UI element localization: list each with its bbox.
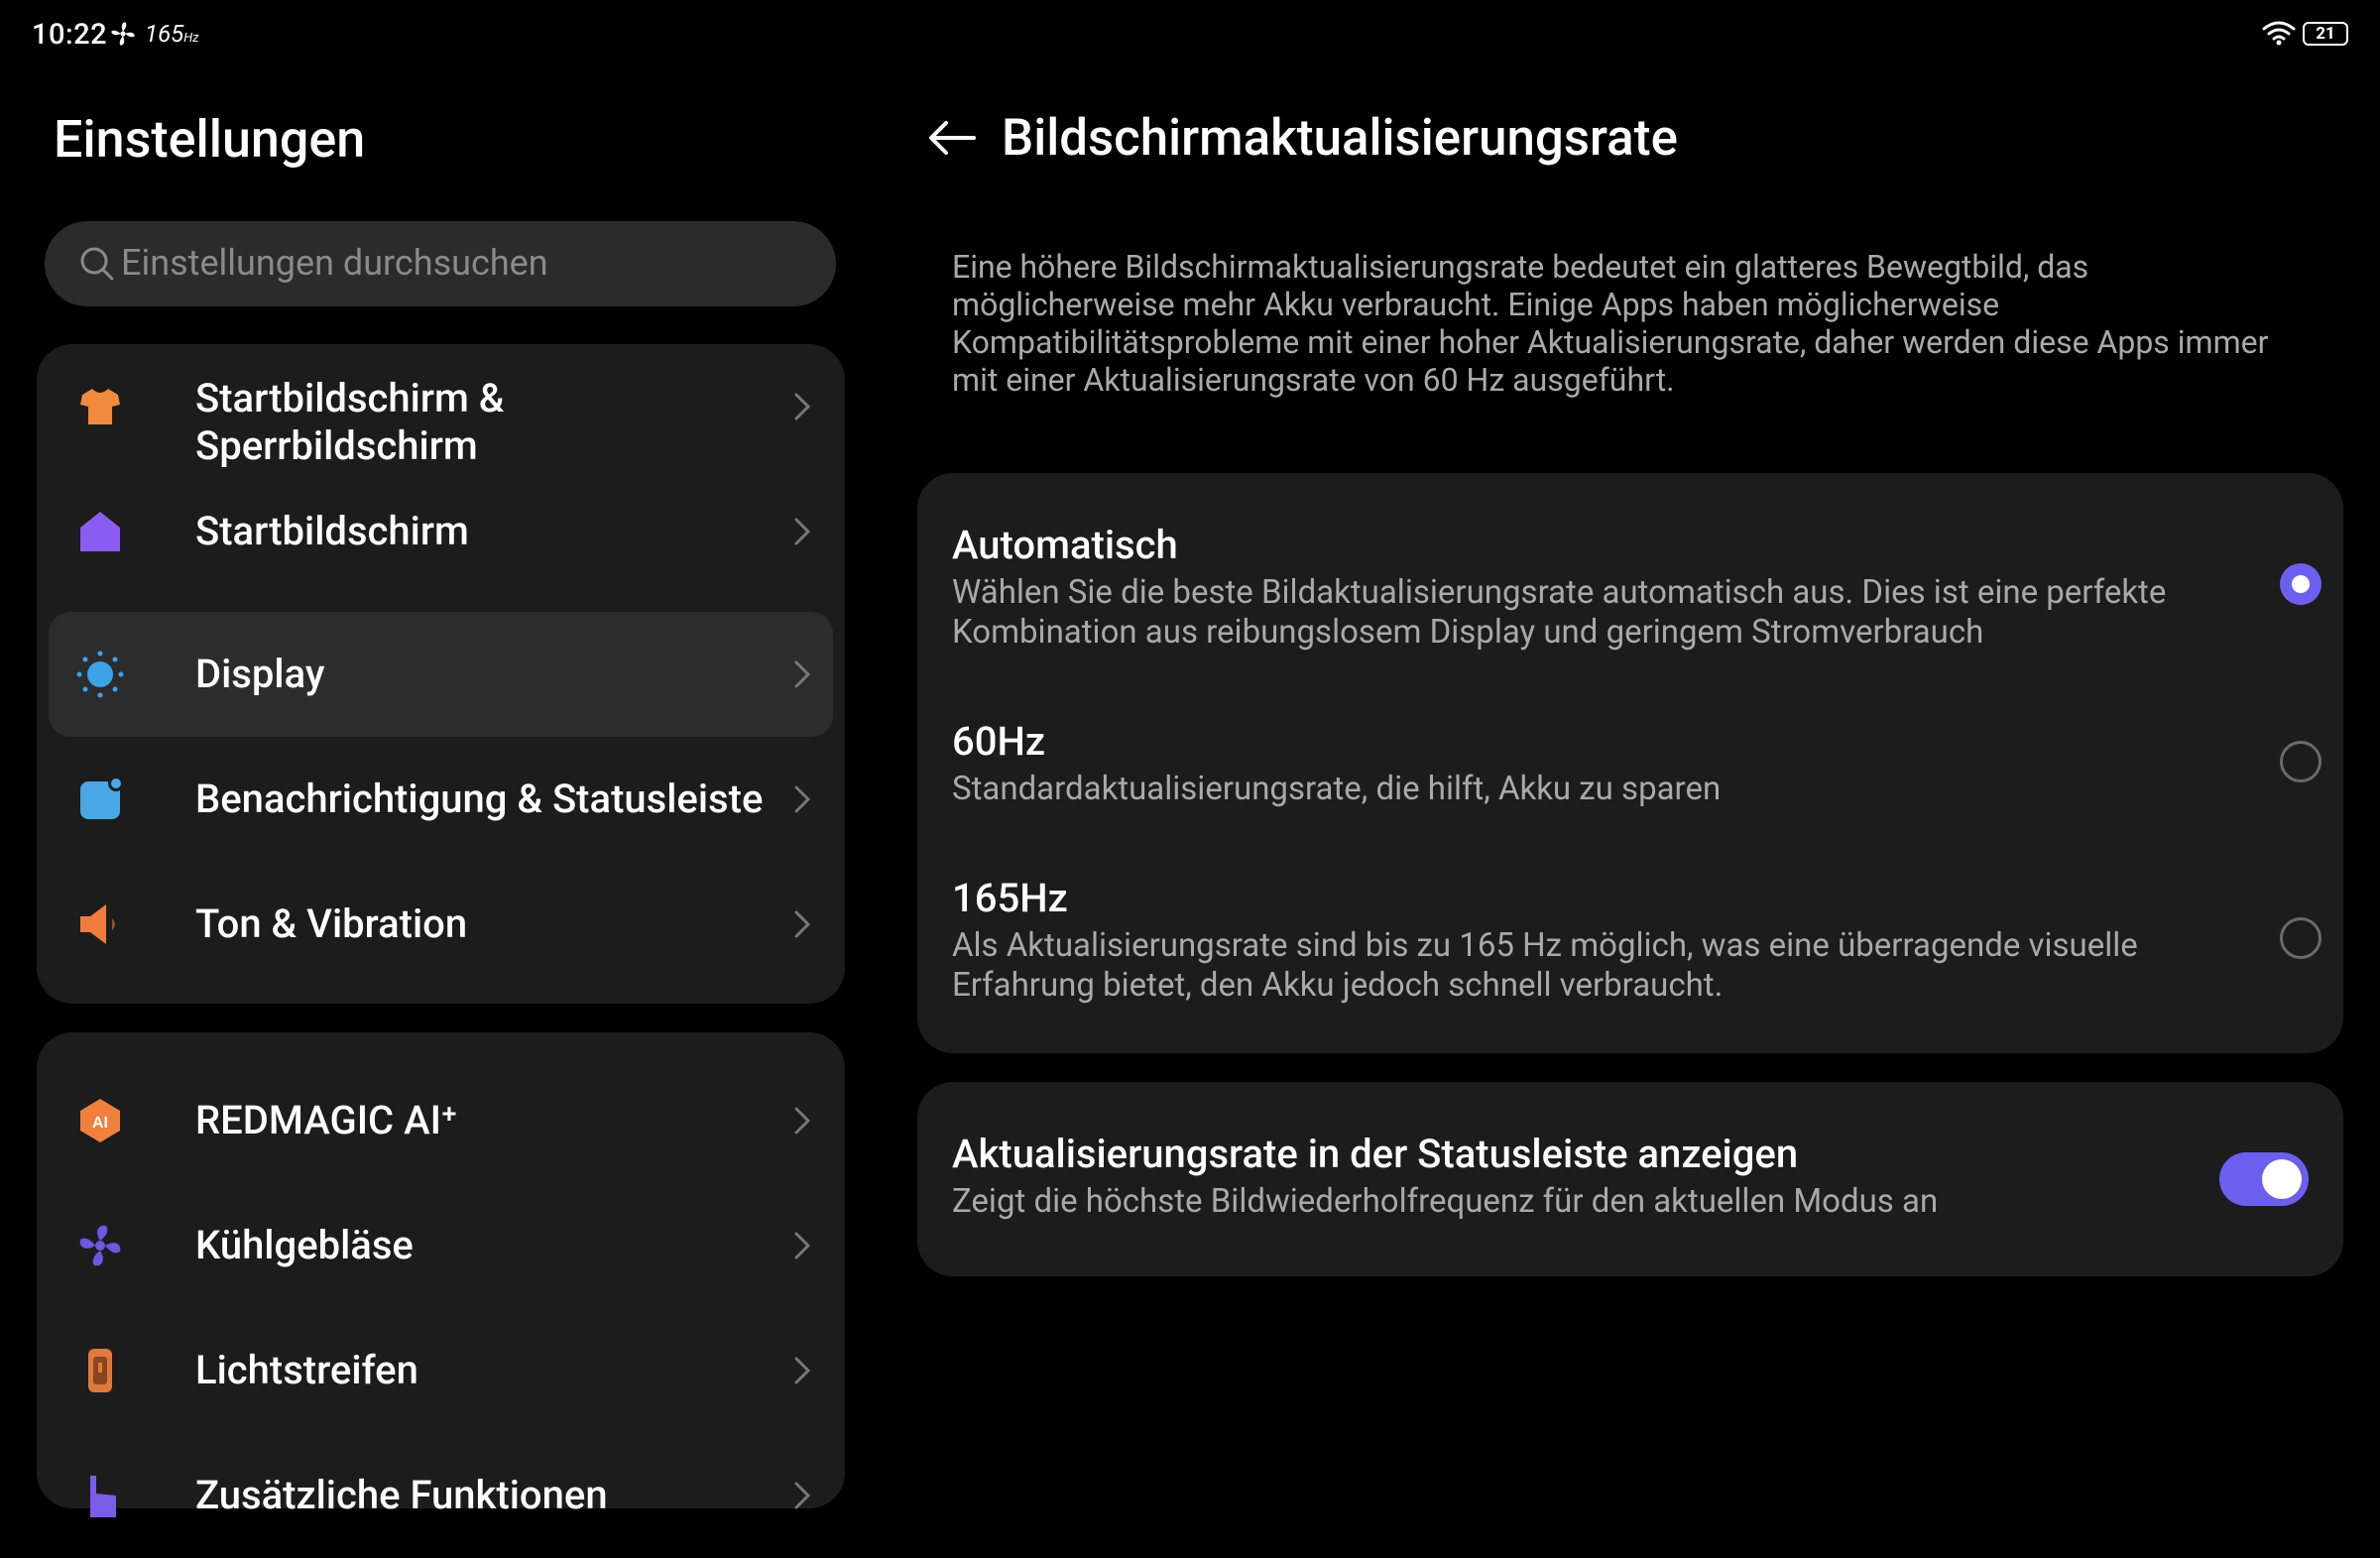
hand-icon — [76, 1472, 124, 1519]
sidebar-item-sound[interactable] — [49, 862, 833, 987]
home-icon — [76, 508, 124, 555]
sidebar-item-label: Startbildschirm & — [195, 375, 505, 421]
description-text: Eine höhere Bildschirmaktualisierungsrate bedeutet ein glatteres Bewegtbild, das möglicherweise mehr Akku verbraucht. Einige Apps haben möglicherweise Kompatibilitätsprobleme mit einer hoher Aktualisierungsrate, daher werden diese Apps immer mit einer Aktualisierungsrate von 60 Hz ausgeführt. — [952, 248, 2269, 399]
status-time: 10:22 — [32, 18, 108, 52]
sidebar-item-label: Zusätzliche Funktionen — [195, 1472, 608, 1518]
chevron-right-icon — [792, 1230, 812, 1261]
sidebar-item-label: Display — [195, 651, 325, 697]
fan-blade-icon — [76, 1222, 124, 1269]
detail-title: Bildschirmaktualisierungsrate — [1002, 109, 1678, 168]
notification-icon — [76, 776, 124, 823]
sidebar-item-label: REDMAGIC AI⁺ — [195, 1097, 458, 1143]
chevron-right-icon — [792, 391, 812, 422]
toggle-knob — [2262, 1159, 2302, 1199]
refresh-rate-options — [917, 473, 2343, 1053]
sidebar-item-label: Startbildschirm — [195, 508, 469, 554]
option-title: Automatisch — [952, 522, 1178, 568]
tshirt-icon — [76, 383, 124, 430]
setting-subtitle: Zeigt die höchste Bildwiederholfrequenz für den aktuellen Modus an — [952, 1182, 1939, 1221]
fan-icon — [109, 20, 137, 48]
chevron-right-icon — [792, 783, 812, 815]
option-title: 60Hz — [952, 718, 1045, 765]
statusbar-refresh-setting — [917, 1082, 2343, 1276]
back-arrow-icon[interactable] — [926, 116, 978, 160]
sidebar-item-label: Lichtstreifen — [195, 1347, 418, 1393]
settings-group-1 — [37, 344, 845, 1004]
status-bar — [0, 0, 2380, 69]
option-subtitle: Als Aktualisierungsrate sind bis zu 165 Hz möglich, was eine überragende visuelle Erfahrung bietet, den Akku jedoch schnell verbraucht. — [952, 926, 2138, 1005]
radio-60hz[interactable] — [2280, 741, 2321, 782]
statusbar-refresh-text — [952, 1129, 2192, 1222]
sidebar-item-notifications[interactable] — [49, 737, 833, 862]
sun-icon — [76, 651, 124, 698]
sidebar-item-label: Kühlgebläse — [195, 1222, 414, 1268]
sidebar-item-display[interactable] — [49, 612, 833, 737]
radio-automatic[interactable] — [2280, 563, 2321, 605]
ai-icon — [76, 1097, 124, 1144]
page-title: Einstellungen — [54, 109, 366, 170]
statusbar-refresh-toggle[interactable] — [2219, 1152, 2309, 1206]
battery-icon: 21 — [2303, 22, 2348, 46]
chevron-right-icon — [792, 1105, 812, 1137]
sidebar-item-label-line2: Sperrbildschirm — [195, 422, 478, 469]
chevron-right-icon — [792, 659, 812, 690]
sidebar-item-homescreen[interactable] — [49, 469, 833, 594]
chevron-right-icon — [792, 908, 812, 940]
speaker-icon — [76, 900, 124, 948]
light-strip-icon — [76, 1347, 124, 1394]
option-subtitle: Standardaktualisierungsrate, die hilft, Akku zu sparen — [952, 770, 1722, 808]
option-subtitle: Wählen Sie die beste Bildaktualisierungsrate automatisch aus. Dies ist eine perfekte Kombination aus reibungslosem Display und geringem Stromverbrauch — [952, 573, 2167, 652]
option-60hz[interactable] — [952, 716, 2241, 809]
option-title: 165Hz — [952, 875, 1068, 921]
settings-group-2 — [37, 1032, 845, 1518]
setting-title: Aktualisierungsrate in der Statusleiste anzeigen — [952, 1131, 1799, 1177]
chevron-right-icon — [792, 1480, 812, 1511]
option-automatic[interactable] — [952, 520, 2241, 653]
sidebar-item-light-strip[interactable] — [49, 1308, 833, 1433]
sidebar-item-redmagic-ai[interactable] — [49, 1058, 833, 1183]
refresh-rate-indicator: 165Hz — [145, 20, 199, 48]
sidebar-item-cooling-fan[interactable] — [49, 1183, 833, 1308]
search-icon — [77, 244, 117, 284]
sidebar-item-lockscreen[interactable] — [49, 344, 833, 469]
chevron-right-icon — [792, 516, 812, 547]
wifi-icon — [2262, 20, 2296, 46]
sidebar-item-label: Benachrichtigung & Statusleiste — [195, 776, 764, 822]
radio-165hz[interactable] — [2280, 917, 2321, 959]
svg-text:AI: AI — [92, 1115, 108, 1132]
sidebar-item-extra-functions[interactable] — [49, 1433, 833, 1558]
option-165hz[interactable] — [952, 873, 2241, 1006]
search-placeholder: Einstellungen durchsuchen — [121, 242, 548, 284]
chevron-right-icon — [792, 1355, 812, 1386]
sidebar-item-label: Ton & Vibration — [195, 900, 468, 947]
